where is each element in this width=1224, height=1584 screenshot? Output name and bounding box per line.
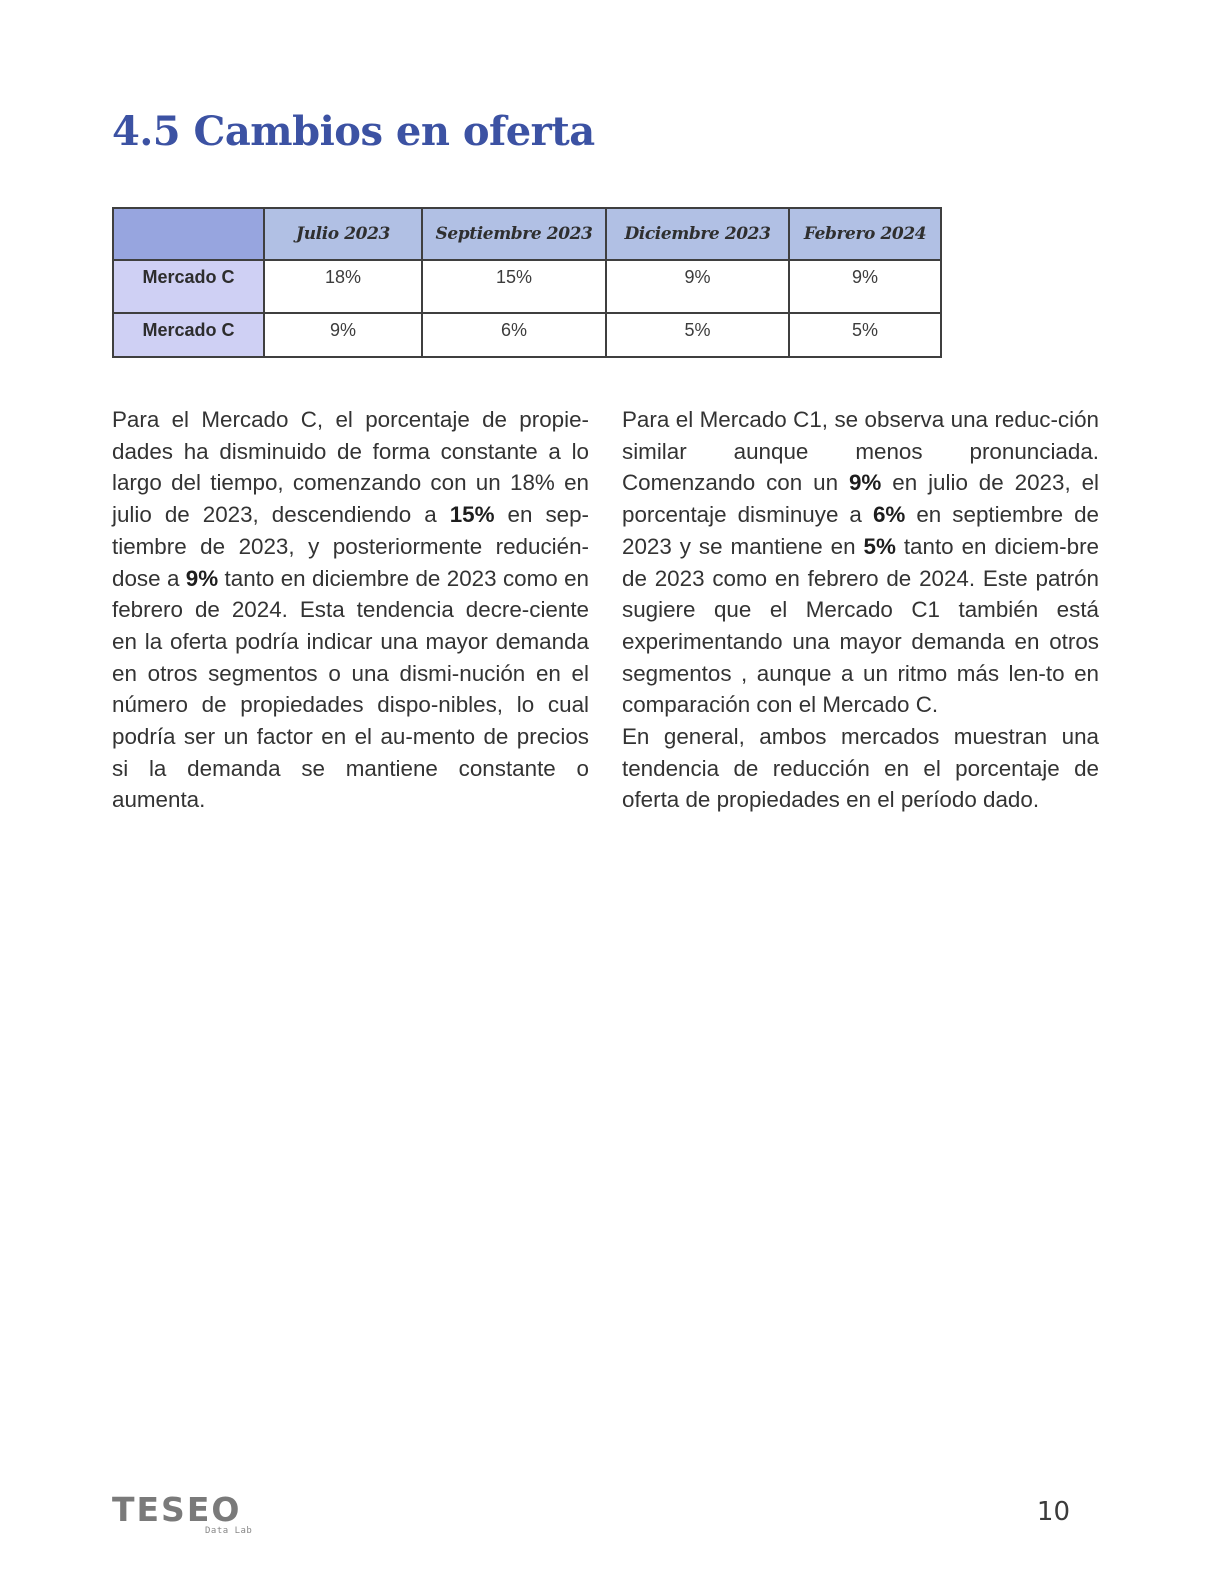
text-run: en sep-tiembre de 2023, y posteriormente reducién-dose a [112, 502, 590, 591]
section-title: 4.5 Cambios en oferta [112, 108, 595, 155]
row-label: Mercado C [113, 260, 264, 313]
text-run: Para el Mercado C, el porcentaje de propie-dades ha disminuido de forma constante a lo largo del tiempo, comenzando con un 18% en julio de 2023, descendiendo a [112, 407, 589, 528]
table-cell: 9% [606, 260, 789, 313]
logo-subtitle: Data Lab [205, 1526, 253, 1536]
column-header: Septiembre 2023 [422, 208, 606, 260]
text-run: tanto en diciem-bre de 2023 como en febrero de 2024. Este patrón sugiere que el Mercado C1 también está experimentando una mayor demanda en otros segmentos , aunque a un ritmo más len-to en comparación con el Mercado C. [622, 533, 1099, 718]
table-cell: 5% [789, 313, 941, 357]
text-run: tanto en diciembre de 2023 como en febrero de 2024. Esta tendencia decre-ciente en la oferta podría indicar una mayor demanda en otros segmentos o una dismi-nución en el número de propiedades dispo-nibles, lo cual podría ser un factor en el au-mento de precios si la demanda se mantiene constante o aumenta. [112, 565, 589, 813]
table-cell: 9% [264, 313, 422, 357]
bold-value: 15% [449, 502, 495, 528]
table-row [113, 313, 941, 357]
paragraph [622, 404, 1099, 721]
text-run: en julio de 2023, el porcentaje disminuye a [622, 470, 1100, 528]
bold-value: 9% [848, 470, 882, 496]
table-cell: 5% [606, 313, 789, 357]
column-header: Julio 2023 [264, 208, 422, 260]
paragraph: En general, ambos mercados muestran una tendencia de reducción en el porcentaje de oferta de propiedades en el período dado. [622, 724, 1099, 813]
row-label: Mercado C [113, 313, 264, 357]
page-number: 10 [1036, 1497, 1070, 1527]
bold-value: 9% [185, 565, 219, 591]
table-header-row [113, 208, 941, 260]
table-cell: 6% [422, 313, 606, 357]
supply-table [112, 207, 942, 358]
column-header: Febrero 2024 [789, 208, 941, 260]
table-corner-cell [113, 208, 264, 260]
table-cell: 18% [264, 260, 422, 313]
paragraph [112, 404, 589, 816]
text-run: Para el Mercado C1, se observa una reduc-ción similar aunque menos pronunciada. Comenzando con un [622, 407, 1099, 496]
bold-value: 5% [863, 533, 896, 559]
bold-value: 6% [872, 502, 906, 528]
table-cell: 9% [789, 260, 941, 313]
table-cell: 15% [422, 260, 606, 313]
table-row [113, 260, 941, 313]
left-column-text [112, 404, 589, 816]
logo-wordmark: TESEO [112, 1490, 242, 1529]
column-header: Diciembre 2023 [606, 208, 789, 260]
teseo-logo [112, 1490, 272, 1536]
text-run: en septiembre de 2023 y se mantiene en [622, 502, 1099, 559]
right-column-text [622, 404, 1099, 816]
